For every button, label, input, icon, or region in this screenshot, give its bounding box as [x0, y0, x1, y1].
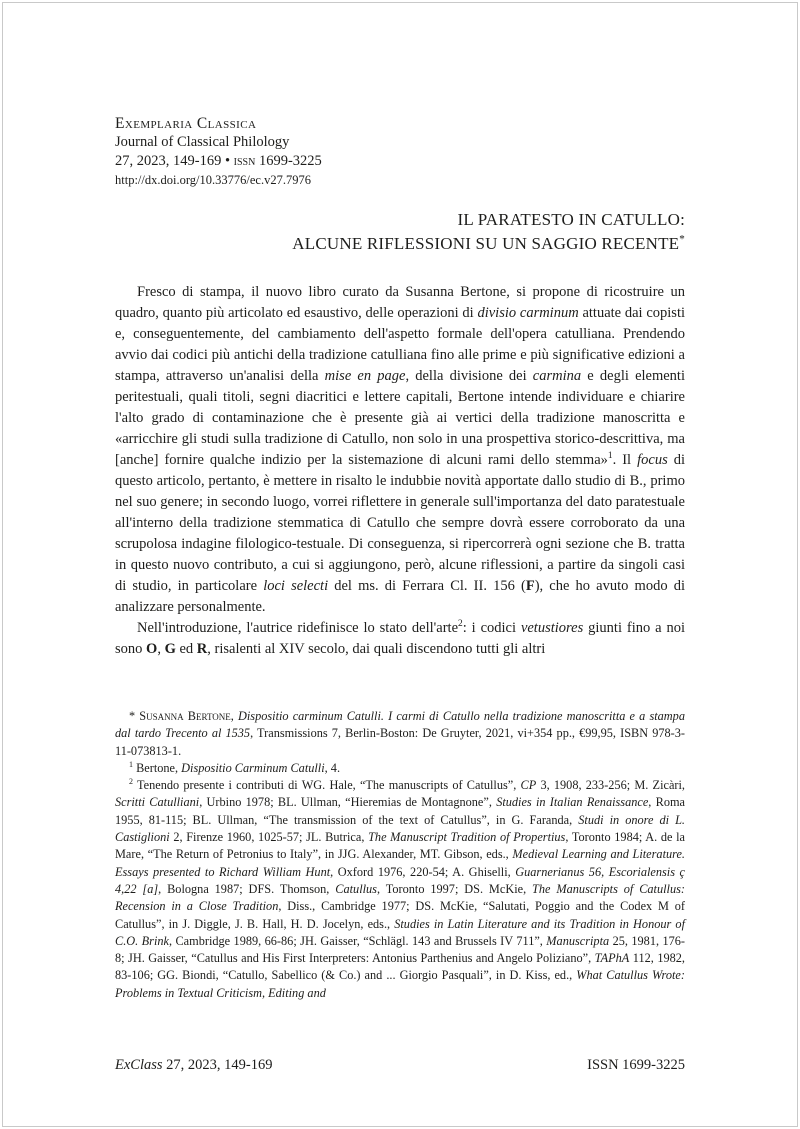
journal-masthead: [115, 114, 685, 189]
footnotes-section: [115, 708, 685, 1002]
article-title-line2: ALCUNE RIFLESSIONI SU UN SAGGIO RECENTE*: [292, 232, 685, 253]
issue-info: 27, 2023, 149-169 • issn 1699-3225: [115, 153, 322, 169]
journal-subtitle: Journal of Classical Philology: [115, 134, 290, 150]
footer-issn: ISSN 1699-3225: [587, 1057, 685, 1073]
doi-link[interactable]: http://dx.doi.org/10.33776/ec.v27.7976: [115, 173, 311, 187]
article-title: [115, 208, 685, 255]
footnote-star: * Susanna Bertone, Dispositio carminum Catulli. I carmi di Catullo nella tradizione manoscritta e a stampa dal tardo Trecento al 1535, Transmissions 7, Berlin-Boston: De Gruyter, 2021, vi+354 pp., €99,95, ISBN 978-3-11-073813-1.: [115, 709, 686, 758]
article-title-line1: IL PARATESTO IN CATULLO:: [457, 210, 685, 229]
journal-name: Exemplaria Classica: [115, 115, 257, 132]
article-body: [115, 282, 685, 660]
body-paragraph-2: Nell'introduzione, l'autrice ridefinisce lo stato dell'arte$^2$: i codici vetustiores giunti fino a noi sono O, G ed R, risalenti al XIV secolo, dai quali discendono tutti gli altri: [115, 619, 685, 657]
footnote-2: $^2$ Tenendo presente i contributi di WG. Hale, “The manuscripts of Catullus”, CP 3, 1908, 233-256; M. Zicàri, Scritti Catulliani, Urbino 1978; BL. Ullman, “Hieremias de Montagnone”, Studies in Italian Renaissance, Roma 1955, 81-115; BL. Ullman, “The transmission of the text of Catullus”, in G. Faranda, Studi in onore di L. Castiglioni 2, Firenze 1960, 1025-57; JL. Butrica, The Manuscript Tradition of Propertius, Toronto 1984; A. de la Mare, “The Return of Petronius to Italy”, in JJG. Alexander, MT. Gibson, eds., Medieval Learning and Literature. Essays presented to Richard William Hunt, Oxford 1976, 220-54; A. Ghiselli, Guarnerianus 56, Escorialensis ç 4,22 [a], Bologna 1987; DFS. Thomson, Catullus, Toronto 1997; DS. McKie, The Manuscripts of Catullus: Recension in a Close Tradition, Diss., Cambridge 1977; DS. McKie, “Salutati, Poggio and the Codex M of Catullus”, in J. Diggle, J. B. Hall, H. D. Jocelyn, eds., Studies in Latin Literature and its Tradition in Honour of C.O. Brink, Cambridge 1989, 66-86; JH. Gaisser, “Schlägl. 143 and Brussels IV 711”, Manuscripta 25, 1981, 176-8; JH. Gaisser, “Catullus and His First Interpreters: Antonius Parthenius and Angelo Poliziano”, TAPhA 112, 1982, 83-106; GG. Biondi, “Catullo, Sabellico (& Co.) and ... Giorgio Pasquali”, in D. Kiss, ed., What Catullus Wrote: Problems in Textual Criticism, Editing and: [115, 777, 686, 1000]
running-title: ExClass 27, 2023, 149-169: [115, 1057, 273, 1073]
footnote-1: $^1$ Bertone, Dispositio Carminum Catulli, 4.: [129, 759, 341, 775]
body-paragraph-1: Fresco di stampa, il nuovo libro curato da Susanna Bertone, si propone di ricostruire un quadro, quanto più articolato ed esaustivo, delle operazioni di divisio carminum attuate dai copisti e, conseguentemente, del cambiamento dell'aspetto formale dell'opera catulliana. Prendendo avvio dai codici più antichi della tradizione catulliana fino alle prime e più significative edizioni a stampa, attraverso un'analisi della mise en page, della divisione dei carmina e degli elementi peritestuali, quali titoli, segni diacritici e lettere capitali, Bertone intende individuare e chiarire l'alto grado di contaminazione che è presente già ai vertici della tradizione manoscritta e «arricchire gli studi sulla tradizione di Catullo, non solo in una prospettiva storico-descrittiva, ma [anche] fornire qualche indizio per la sistemazione di alcuni rami dello stemma»$^1$. Il focus di questo articolo, pertanto, è mettere in risalto le indubbie novità apportate dallo studio di B., primo nel suo genere; in secondo luogo, vorrei riflettere in generale sull'importanza del dato paratestuale all'interno della tradizione stemmatica di Catullo che sempre dovrà essere corroborato da una scrupolosa indagine filologico-testuale. Di conseguenza, si ripercorrerà ogni sezione che B. tratta in questo nuovo contributo, a cui si aggiungono, però, alcune riflessioni, a partire da singoli casi di studio, in particolare loci selecti del ms. di Ferrara Cl. II. 156 (F), che ho avuto modo di analizzare personalmente.: [115, 284, 686, 615]
page-footer: [115, 1056, 685, 1075]
